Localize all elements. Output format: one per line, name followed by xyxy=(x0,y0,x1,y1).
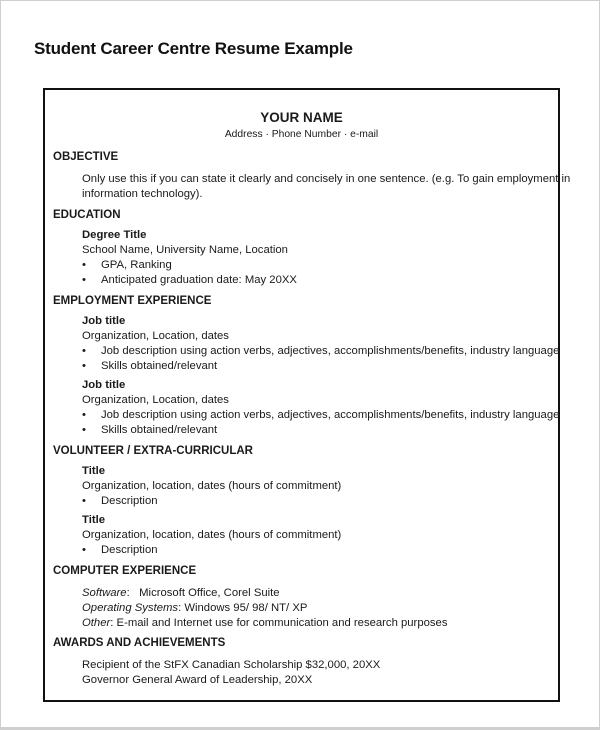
list-item xyxy=(82,359,217,374)
list-item xyxy=(82,258,172,273)
bullet-text: Skills obtained/relevant xyxy=(101,424,218,436)
bullet-text: Job description using action verbs, adjectives, accomplishments/benefits, industry language xyxy=(101,409,560,421)
bullet-icon: • xyxy=(82,544,86,556)
list-item xyxy=(82,273,297,288)
computer-label: Operating Systems xyxy=(82,602,179,614)
job-title: Job title xyxy=(82,379,126,391)
list-item xyxy=(82,423,217,438)
award-item: Recipient of the StFX Canadian Scholarship $32,000, 20XX xyxy=(82,659,381,671)
list-item xyxy=(82,408,559,423)
computer-row xyxy=(82,601,307,616)
computer-value: : E-mail and Internet use for communication and research purposes xyxy=(110,617,448,629)
list-item xyxy=(82,543,158,558)
award-item: Governor General Award of Leadership, 20XX xyxy=(82,674,313,686)
bullet-text: Skills obtained/relevant xyxy=(101,360,218,372)
bullet-text: Description xyxy=(101,495,158,507)
computer-row xyxy=(82,616,447,631)
bullet-text: GPA, Ranking xyxy=(101,259,172,271)
objective-line: Only use this if you can state it clearly and concisely in one sentence. (e.g. To gain employment in xyxy=(82,173,571,185)
computer-label: Other xyxy=(82,617,111,629)
resume-box xyxy=(43,88,571,702)
list-item xyxy=(82,344,559,359)
document-title: Student Career Centre Resume Example xyxy=(34,39,353,58)
volunteer-title: Title xyxy=(82,465,106,477)
section-heading-education: EDUCATION xyxy=(53,209,121,221)
section-heading-awards: AWARDS AND ACHIEVEMENTS xyxy=(53,637,226,649)
job-org: Organization, Location, dates xyxy=(82,394,229,406)
section-heading-volunteer: VOLUNTEER / EXTRA-CURRICULAR xyxy=(53,445,253,457)
computer-value: : Windows 95/ 98/ NT/ XP xyxy=(178,602,308,614)
bullet-icon: • xyxy=(82,360,86,372)
volunteer-title: Title xyxy=(82,514,106,526)
computer-row xyxy=(82,586,280,601)
school-line: School Name, University Name, Location xyxy=(82,244,288,256)
section-heading-objective: OBJECTIVE xyxy=(53,151,119,163)
bullet-text: Anticipated graduation date: May 20XX xyxy=(101,274,297,286)
resume-name: YOUR NAME xyxy=(260,110,343,125)
list-item xyxy=(82,494,158,509)
bullet-icon: • xyxy=(82,345,86,357)
bullet-icon: • xyxy=(82,409,86,421)
section-heading-employment: EMPLOYMENT EXPERIENCE xyxy=(53,295,212,307)
bullet-icon: • xyxy=(82,274,86,286)
job-title: Job title xyxy=(82,315,126,327)
bullet-text: Job description using action verbs, adjectives, accomplishments/benefits, industry language xyxy=(101,345,560,357)
volunteer-org: Organization, location, dates (hours of commitment) xyxy=(82,529,342,541)
job-org: Organization, Location, dates xyxy=(82,330,229,342)
computer-value: : Microsoft Office, Corel Suite xyxy=(126,587,280,599)
computer-label: Software xyxy=(82,587,127,599)
bullet-icon: • xyxy=(82,495,86,507)
bullet-text: Description xyxy=(101,544,158,556)
objective-line: information technology). xyxy=(82,188,203,200)
bullet-icon: • xyxy=(82,259,86,271)
resume-contact: Address · Phone Number · e-mail xyxy=(224,129,379,140)
volunteer-org: Organization, location, dates (hours of commitment) xyxy=(82,480,342,492)
degree-title: Degree Title xyxy=(82,229,147,241)
section-heading-computer: COMPUTER EXPERIENCE xyxy=(53,565,197,577)
bullet-icon: • xyxy=(82,424,86,436)
